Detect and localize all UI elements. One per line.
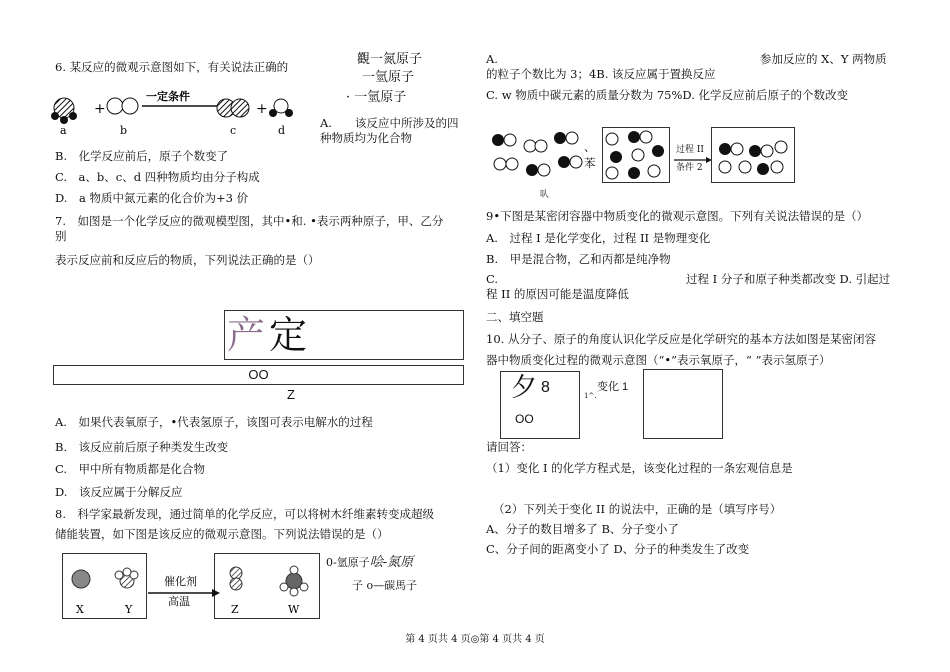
plus-sign-1: + <box>94 101 106 117</box>
q10-part-1: （1）变化 I 的化学方程式是，该变化过程的一条宏观信息是 <box>486 461 793 475</box>
label-c: c <box>230 124 237 137</box>
q9-mark-2: 苯 <box>584 156 596 170</box>
q8-option-a: A. <box>486 52 498 66</box>
q10-stem-line2: 器中物质变化过程的微观示意图（“•”表示氧原子，“ ”表示氢原子） <box>486 353 831 367</box>
q10-part-2: （2）下列关于变化 II 的说法中，正确的是（填写序号） <box>493 502 782 516</box>
q8-legend-1b: 哙-氮原 <box>369 555 414 570</box>
q9-option-a: A. 过程 I 是化学变化，过程 II 是物理变化 <box>486 231 711 245</box>
q6-stem: 6. 某反应的微观示意图如下，有关说法正确的 <box>55 60 289 73</box>
q7-figure-z: Z <box>287 387 295 402</box>
q7-figure-char-1: 产 <box>227 313 266 357</box>
q8-option-a-tail: 参加反应的 X、Y 两物质 <box>760 52 887 66</box>
q6-option-d: D. a 物质中氮元素的化合价为+3 价 <box>55 191 249 205</box>
q7-stem-line1b: 别 <box>55 229 67 243</box>
q10-box-eight: 8 <box>541 379 550 396</box>
q10-ask: 请回答： <box>486 440 532 454</box>
q10-box-char: 夕 <box>511 373 538 403</box>
q7-option-c: C. 甲中所有物质都是化合物 <box>55 462 206 476</box>
q8-option-c: C. w 物质中碳元素的质量分数为 75%D. 化学反应前后原子的个数改变 <box>486 88 849 102</box>
molecule-x <box>72 570 90 588</box>
q9-condition-label: 条件 2 <box>676 163 703 173</box>
q9-process-label: 过程 II <box>676 145 704 155</box>
q6-legend-2: 一氫原子 <box>362 70 415 85</box>
q6-option-a: A. 该反应中所涉及的四种物质均为化合物 <box>320 116 459 145</box>
q7-figure-box <box>224 310 464 360</box>
section-title-fill-in: 二、填空题 <box>486 310 544 324</box>
label-y: Y <box>125 603 133 616</box>
q10-stem-line1: 10. 从分子、原子的角度认识化学反应是化学研究的基本方法如图是某密闭容 <box>486 332 876 346</box>
q7-option-b: B. 该反应前后原子种类发生改变 <box>55 440 229 454</box>
label-a: a <box>60 124 67 137</box>
q8-reaction-diagram <box>62 553 322 621</box>
molecule-d <box>269 99 293 117</box>
condition-label: 一定条件 <box>146 90 190 103</box>
q9-group-3 <box>711 127 795 183</box>
q8-high-temp: 高温 <box>168 595 190 608</box>
q10-choice-cd: C、分子间的距离变小了 D、分子的种类发生了改变 <box>486 542 750 556</box>
q9-option-b: B. 甲是混合物，乙和丙都是纯净物 <box>486 252 671 266</box>
q8-legend-1 <box>326 555 413 570</box>
molecule-b <box>107 98 138 114</box>
q9-mark-1: 、 <box>584 140 596 154</box>
q9-stem: 9•下图是某密闭容器中物质变化的微观示意图。下列有关说法错误的是（） <box>486 209 869 223</box>
q6-legend-3: · 一氫原子 <box>346 90 407 105</box>
molecule-z <box>230 567 242 590</box>
q9-group-1 <box>488 128 588 188</box>
label-x: X <box>76 603 84 616</box>
q8-catalyst: 催化剂 <box>164 575 197 588</box>
molecule-y <box>115 568 138 588</box>
q6-option-c: C. a、b、c、d 四种物质均由分子构成 <box>55 170 260 184</box>
plus-sign-2: + <box>256 101 268 117</box>
label-w: W <box>288 603 300 616</box>
label-d: d <box>278 124 286 137</box>
label-b: b <box>120 124 128 137</box>
label-z: Z <box>231 603 239 616</box>
q10-box-1 <box>500 371 580 439</box>
molecule-a <box>51 98 77 124</box>
q10-choice-ab: A、分子的数目增多了 B、分子变小了 <box>486 522 679 536</box>
q8-legend-2: 子 o—碳馬子 <box>352 579 418 592</box>
q9-bottom-mark: 㕥 <box>540 190 550 200</box>
q7-stem-line2: 表示反应前和反应后的物质，下列说法正确的是（） <box>55 253 320 267</box>
q7-stem-line1: 7. 如图是一个化学反应的微观模型图，其中•和. •表示两种原子，甲、乙分 <box>55 214 444 228</box>
q10-small-mark: 1^. <box>584 392 597 400</box>
molecule-w <box>280 566 308 596</box>
q9-option-c: C. <box>486 272 499 286</box>
q8-option-a-cont: 的粒子个数比为 3；4B. 该反应属于置换反应 <box>486 67 716 81</box>
q10-box-2 <box>643 369 723 439</box>
q6-legend-1: 觀一氮原子 <box>357 52 423 67</box>
q7-figure-oo: OO <box>248 367 269 382</box>
q8-stem-line1: 8. 科学家最新发现，通过简单的化学反应，可以将树木纤维素转变成超级 <box>55 507 434 521</box>
page-footer: 第 4 页共 4 页◎第 4 页共 4 页 <box>405 634 545 645</box>
q6-option-b: B. 化学反应前后，原子个数变了 <box>55 149 229 163</box>
q10-change-label: 变化 1 <box>597 381 629 393</box>
molecule-c <box>217 99 249 117</box>
q7-figure-strip <box>53 365 464 385</box>
q7-option-a: A. 如果代表氧原子，•代表氢原子，该图可表示电解水的过程 <box>55 415 373 429</box>
q7-option-d: D. 该反应属于分解反应 <box>55 485 183 499</box>
q8-legend-1a: 0-氫原子 <box>326 556 370 569</box>
q6-reaction-diagram <box>50 86 310 138</box>
q9-option-c-tail: 过程 I 分子和原子种类都改变 D. 引起过 <box>686 272 891 286</box>
q8-stem-line2: 储能装置，如下图是该反应的微观示意图。下列说法错误的是（） <box>55 527 389 541</box>
q9-option-c-cont: 程 II 的原因可能是温度降低 <box>486 287 629 301</box>
q7-figure-char-2: 定 <box>269 313 308 357</box>
q9-group-2 <box>602 127 670 183</box>
q10-box-oo: OO <box>515 412 534 426</box>
